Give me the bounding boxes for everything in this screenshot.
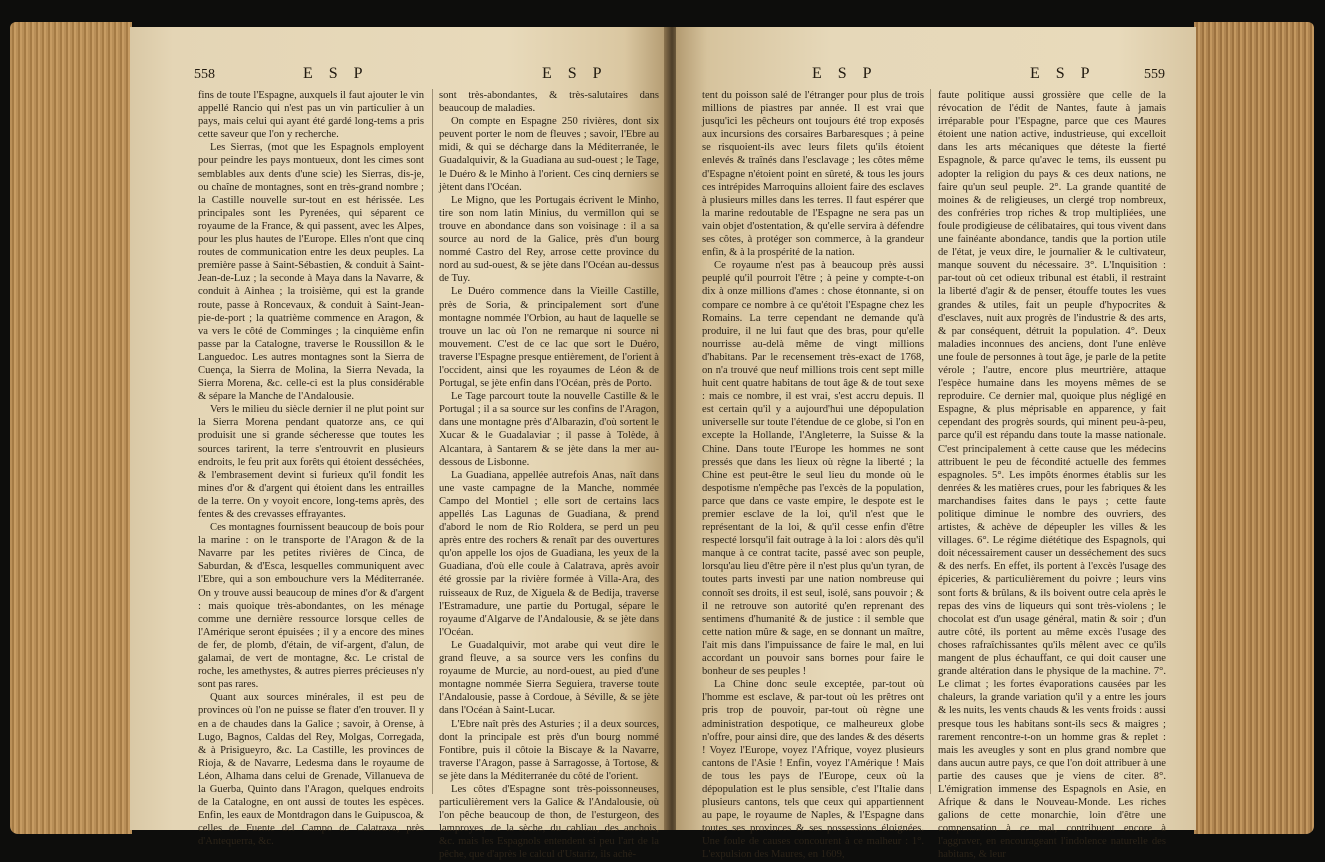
paragraph: Les Sierras, (mot que les Espagnols employent pour peindre les pays montueux, dont les cimes sont semblables aux dents d'une scie) les Sierras, dis-je, ou chaîne de montagnes, sont en très-grand nombre ; la Castille nouvelle sur-tout en est hérissée. Les principales sont les Pyrenées, qui séparent ce royaume de la France, & qui passent, avec les Alpes, pour les plus hautes de l'Europe. Elles n'ont que cinq routes de communication entre les deux peuples. La première passe à Saint-Sébastien, & conduit à Saint-Jean-de-Luz ; la seconde à Maya dans la Navarre, & conduit à Ainhea ; la troisième, qui est la grande route, passe à Roncevaux, & conduit à Saint-Jean-pie-de-port ; la quatrième commence en Aragon, & va vers le côté de Comminges ; la cinquième enfin passe par la Catalogne, traverse le Roussillon & le Languedoc. Les autres montagnes sont la Sierra de Cuença, la Sierra de Molina, la Sierra Nevada, la Sierra Morena, &c. celle-ci est la plus considérable & sépare la Manche de l'Andalousie. (198, 142, 424, 403)
text-column-1 (702, 89, 924, 861)
paragraph: fins de toute l'Espagne, auxquels il faut ajouter le vin appellé Rancio qui n'est pas un vin particulier à un pays, mais celui qui ayant été gardé long-tems a pris cette saveur que l'on y recherche. (198, 90, 424, 141)
paragraph: Quant aux sources minérales, il est peu de provinces où l'on ne puisse se flater d'en trouver. Il y en a de chaudes dans la Galice ; savoir, à Orense, à Lugo, Bagnos, Caldas del Rey, Molgas, Corregada, & à Prisigueyro, &c. La Castille, les provinces de Rioja, & de Navarre, Ledesma dans le royaume de Léon, Alhama dans celui de Grenade, Villanueva de la Guerba, Quinto dans l'Aragon, quelques endroits de la Catalogne, en ont aussi de toutes les espèces. Enfin, les eaux de Montdragon dans le Guipuscoa, & celles de Fuente del Campo de Calatrava, près d'Antequerra, &c. (198, 692, 424, 848)
column-rule (432, 89, 433, 794)
paragraph: On compte en Espagne 250 rivières, dont six peuvent porter le nom de fleuves ; savoir, l'Ebre au midi, & qui se décharge dans la Méditerranée, le Guadalquivir, & la Guadiana au sud-ouest ; le Tage, le Duéro & le Minho à l'orient. Ces cinq derniers se jètent dans l'Océan. (439, 116, 659, 193)
right-page (676, 27, 1196, 861)
paragraph: Le Guadalquivir, mot arabe qui veut dire le grand fleuve, a sa source vers les confins du royaume de Murcie, au nord-ouest, au pied d'une montagne nommée Sierra Seguiera, traverse toute l'Andalousie, passe à Cordoue, à Séville, & se jète dans l'Océan à Saint-Lucar. (439, 639, 659, 717)
left-page (130, 27, 668, 861)
running-head: E S P (812, 65, 878, 82)
text-column-2 (439, 89, 660, 861)
running-head: E S P (303, 65, 369, 82)
paragraph: Ces montagnes fournissent beaucoup de bois pour la marine : on le transporte de l'Aragon & de la Navarre par les petites rivières de Cinca, de Saburdan, & d'Esca, lesquelles communiquent avec l'Ebre, qui a son embouchure vers la Méditerranée. On y trouve aussi beaucoup de mines d'or & d'argent : mais quoique très-abondantes, on les ménage comme une dernière ressource lorsque celles de l'Amérique seront épuisées ; il y a encore des mines de fer, de plomb, d'étain, de vif-argent, d'alun, de galamai, de vert de montagne, &c. Le cristal de roche, les amethystes, & autres pierres précieuses n'y sont pas rares. (198, 522, 424, 691)
paragraph: sont très-abondantes, & très-salutaires dans beaucoup de maladies. (439, 90, 659, 115)
page-number: 559 (1144, 67, 1165, 82)
text-column-1 (198, 89, 424, 848)
column-rule (930, 89, 931, 794)
paragraph: Le Migno, que les Portugais écrivent le Minho, tire son nom latin Minius, du vermillon qui se trouve en abondance dans son voisinage : il a sa source au nord de la Galice, près d'un bourg nommé Castro del Rey, arrose cette province du nord au sud-ouest, & se jète dans l'Océan au-dessus de Tuy. (439, 194, 659, 285)
paragraph: Vers le milieu du siècle dernier il ne plut point sur la Sierra Morena pendant quatorze ans, ce qui produisit une si grande sécheresse que toutes les sources tarirent, la terre s'entrouvrit en plusieurs endroits, le feu prit aux forêts qui étoient desséchées, & l'embrasement devint si furieux qu'il fondit les mines d'or & d'argent qui étoient dans les entrailles de la terre. On y voyoit encore, long-tems après, des fentes & des crevasses effrayantes. (198, 404, 424, 520)
running-head-right-column: E S P (1030, 65, 1096, 82)
right-page-edges (1194, 22, 1314, 834)
paragraph: Le Duéro commence dans la Vieille Castille, près de Soria, & principalement sort d'une montagne nommée l'Orbion, au haut de laquelle se trouve un lac où l'on ne remarque ni source ni mouvement. C'est de ce lac que sort le Duéro, traverse l'Espagne presque entièrement, de l'orient à l'occident, ainsi que les royaumes de Léon & de Portugal, se jète enfin dans l'Océan, près de Porto. (439, 286, 660, 390)
page-number: 558 (194, 67, 215, 82)
paragraph: L'Ebre naît près des Asturies ; il a deux sources, dont la principale est près d'un bourg nommé Fontibre, puis il côtoie la Biscaye & la Navarre, traverse l'Aragon, passe à Sarragosse, à Tortose, & se jète dans la Méditerranée du côté de l'orient. (439, 718, 659, 782)
text-column-2 (938, 89, 1166, 861)
paragraph: La Guadiana, appellée autrefois Anas, naît dans une vaste campagne de la Manche, nommée Campo del Montiel ; elle sort de certains lacs appellés Las Lagunas de Guadiana, & prend d'abord le nom de Rio Roldera, se perd un peu après entre des rochers & renaît par des ouvertures qu'on appelle los ojos de Guadiana, les yeux de la Guadiana, d'où elle coule à Calatrava, après avoir été grossie par la rivière formée à Villa-Ara, des ruisseaux de Ruz, de Xiguela & de Bedija, traverse l'Estramadure, une partie du Portugal, sépare le royaume d'Algarve de l'Andalousie, & se jète dans l'Océan. (439, 469, 659, 638)
paragraph: faute politique aussi grossière que celle de la révocation de l'édit de Nantes, faute à jamais irréparable pour l'Espagne, parce que ces Maures étoient une nation active, industrieuse, qui excelloit dans les arts mécaniques que déteste la fierté Espagnole, & parce qu'avec le tems, ils eussent pu adopter la religion du pays & ces deux nations, ne faire qu'un seul peuple. 2°. La grande quantité de moines & de religieuses, un clergé trop nombreux, des confréries trop riches & trop multipliées, une foule prodigieuse de célibataires, qui tous vivent dans une fainéante abondance, tandis que la portion utile de l'état, je veux dire, le journalier & le cultivateur, manque souvent du nécessaire. 3°. L'Inquisition : par-tout où cet odieux tribunal est établi, il restraint la liberté d'agir & de penser, étouffe toutes les vues grandes & utiles, fait un peuple d'hypocrites & d'esclaves, nuit aux progrès de l'industrie & des arts, & par conséquent, détruit la population. 4°. Deux maladies inconnues des anciens, dont l'une enlève une foule de personnes à tout âge, je parle de la petite vérole ; l'autre, encore plus meurtrière, attaque l'espèce humaine dans les moyens mêmes de se reproduire. Ce dernier mal, quoique plus négligé en Espagne, & plus méprisable en apparence, y fait cependant des progrès sourds, qui minent peu-à-peu, parce qu'il est répandu dans toute la masse nationale. C'est principalement à cette cause que les médecins attribuent le peu de fécondité actuelle des femmes espagnoles. 5°. Les impôts énormes établis sur les denrées & les matières crues, pour les fabriques & les marchandises faites dans le pays ; cette faute politique diminue le nombre des ouvriers, des artistes, & achève de dépeupler les villes & les villages. 6°. Le régime diététique des Espagnols, qui doit nécessairement causer un desséchement des sucs & des nerfs. En effet, ils portent à l'excès l'usage des épiceries, & particulièrement du poivre ; leurs vins sont forts & brûlans, & ils boivent outre cela après le repas des vins de liqueurs qui sont très-violens ; le chocolat est d'un usage général, matin & soir ; d'un autre côté, ils portent au même excès l'usage des choses rafraîchissantes qu'ils mêlent avec ce qu'ils mangent de plus échauffant, ce qui doit causer une grande altération dans le physique de la machine. 7°. Le climat ; les fortes évaporations causées par les chaleurs, la grande variation qu'il y a entre les jours & les nuits, les vents chauds & les vents froids : aussi presque tous les habitans sont-ils secs & maigres ; rarement rencontre-t-on un homme gras & replet : mais les aveugles y sont en plus grand nombre que dans aucun autre pays, ce que l'on doit attribuer à une partie des causes que je viens de citer. 8°. L'émigration immense des Espagnols en Asie, en Afrique & dans le Nouveau-Monde. Les riches galions de cette monarchie, loin d'être une compensation à ce mal, contribuent encore à l'aggraver, en encourageant l'indolence naturelle des habitans, & leur (938, 90, 1166, 861)
paragraph: tent du poisson salé de l'étranger pour plus de trois millions de piastres par année. Il est vrai que jusqu'ici les pêcheurs ont toujours été trop exposés aux incursions des corsaires Barbaresques ; à peine se risquoient-ils avec leurs filets qu'ils étoient enlevés & traînés dans l'esclavage ; les côtes même d'Espagne n'étoient point en sûreté, & tous les jours ces intrépides Marroquins alloient faire des esclaves à plusieurs milles dans les terres. Il faut espérer que la marine redoutable de l'Espagne ne sera pas un vain objet d'ostentation, & qu'elle servira à défendre ses côtes, à protéger son commerce, à la grandeur enfin, & à la prospérité de la nation. (702, 90, 924, 259)
paragraph: Ce royaume n'est pas à beaucoup près aussi peuplé qu'il pourroit l'être ; à peine y compte-t-on dix à onze millions d'ames : chose étonnante, si on compare ce nombre à ce qu'étoit l'Espagne chez les Romains. La terre cependant ne demande qu'à produire, il ne lui faut que des bras, pour qu'elle nourrisse au-delà même de vingt millions d'habitans. Par le recensement très-exact de 1768, on n'a trouvé que neuf millions trois cent sept mille huit cent quatre habitans de tout âge & de tout sexe : mais ce nombre, il est vrai, s'est accru depuis. Il est certain qu'il y a aujourd'hui une dépopulation universelle sur toute l'étendue de ce globe, si l'on en excepte la Hollande, l'Angleterre, la Suisse & la Chine. Dans toute l'Europe les hommes ne sont pressés que dans les lieux où règne la liberté ; la Chine est peut-être le seul lieu du monde où le despotisme n'empêche pas l'excès de la population, parce que dans ce vaste empire, le despote est le premier esclave de la loi, qu'il n'est que le représentant de la loi, & qu'il cesse enfin d'être respecté lorsqu'il fait outrage à la loi : alors dès qu'il manque à ce contrat tacite, passé avec son peuple, lorsqu'au lieu d'être père il n'est plus qu'un tyran, de toutes parts investi par une nation nombreuse qui connoît ses droits, il est seul, isolé, sans pouvoir ; & il ne retrouve son autorité qu'en reprenant des sentimens d'humanité & de justice : il semble que cette nation mûre & sage, en se donnant un maître, l'ait mis dans l'impuissance de faire le mal, en lui accordant un pouvoir sans bornes pour faire le bonheur de ses peuples ! (702, 260, 924, 678)
left-page-edges (10, 22, 132, 834)
paragraph: Les côtes d'Espagne sont très-poissonneuses, particulièrement vers la Galice & l'Andalousie, où l'on pêche beaucoup de thon, de l'esturgeon, des lamproyes, de la sèche, du cabliau, des anchois, &c. mais les Espagnols entendent si peu l'art de la pêche, que d'après le calcul d'Ustariz, ils achè- (439, 783, 659, 861)
paragraph: Le Tage parcourt toute la nouvelle Castille & le Portugal ; il a sa source sur les confins de l'Aragon, dans une montagne près d'Albarazin, d'où sortent le Xucar & le Guadalaviar ; il passe à Tolède, à Alcantara, à Santarem & se jète dans la mer au-dessous de Lisbonne. (439, 391, 659, 468)
paragraph: La Chine donc seule exceptée, par-tout où l'homme est esclave, & par-tout où les prêtres ont pris trop de pouvoir, par-tout où règne une administration despotique, ce malheureux globe n'offre, pour ainsi dire, que des landes & des déserts ! Voyez l'Europe, voyez l'Afrique, voyez plusieurs cantons de l'Asie ! Enfin, voyez l'Amérique ! Mais de tous les pays de l'Europe, ceux où la dépopulation est le plus sensible, c'est l'Italie dans plusieurs cantons, tels que ceux qui appartiennent au pape, le royaume de Naples, & l'Espagne dans toutes ses provinces & ses possessions éloignées. Une foule de causes concourent à ce malheur : 1°. L'expulsion des Maures, en 1609, (702, 679, 924, 861)
running-head-right-column: E S P (542, 65, 608, 82)
